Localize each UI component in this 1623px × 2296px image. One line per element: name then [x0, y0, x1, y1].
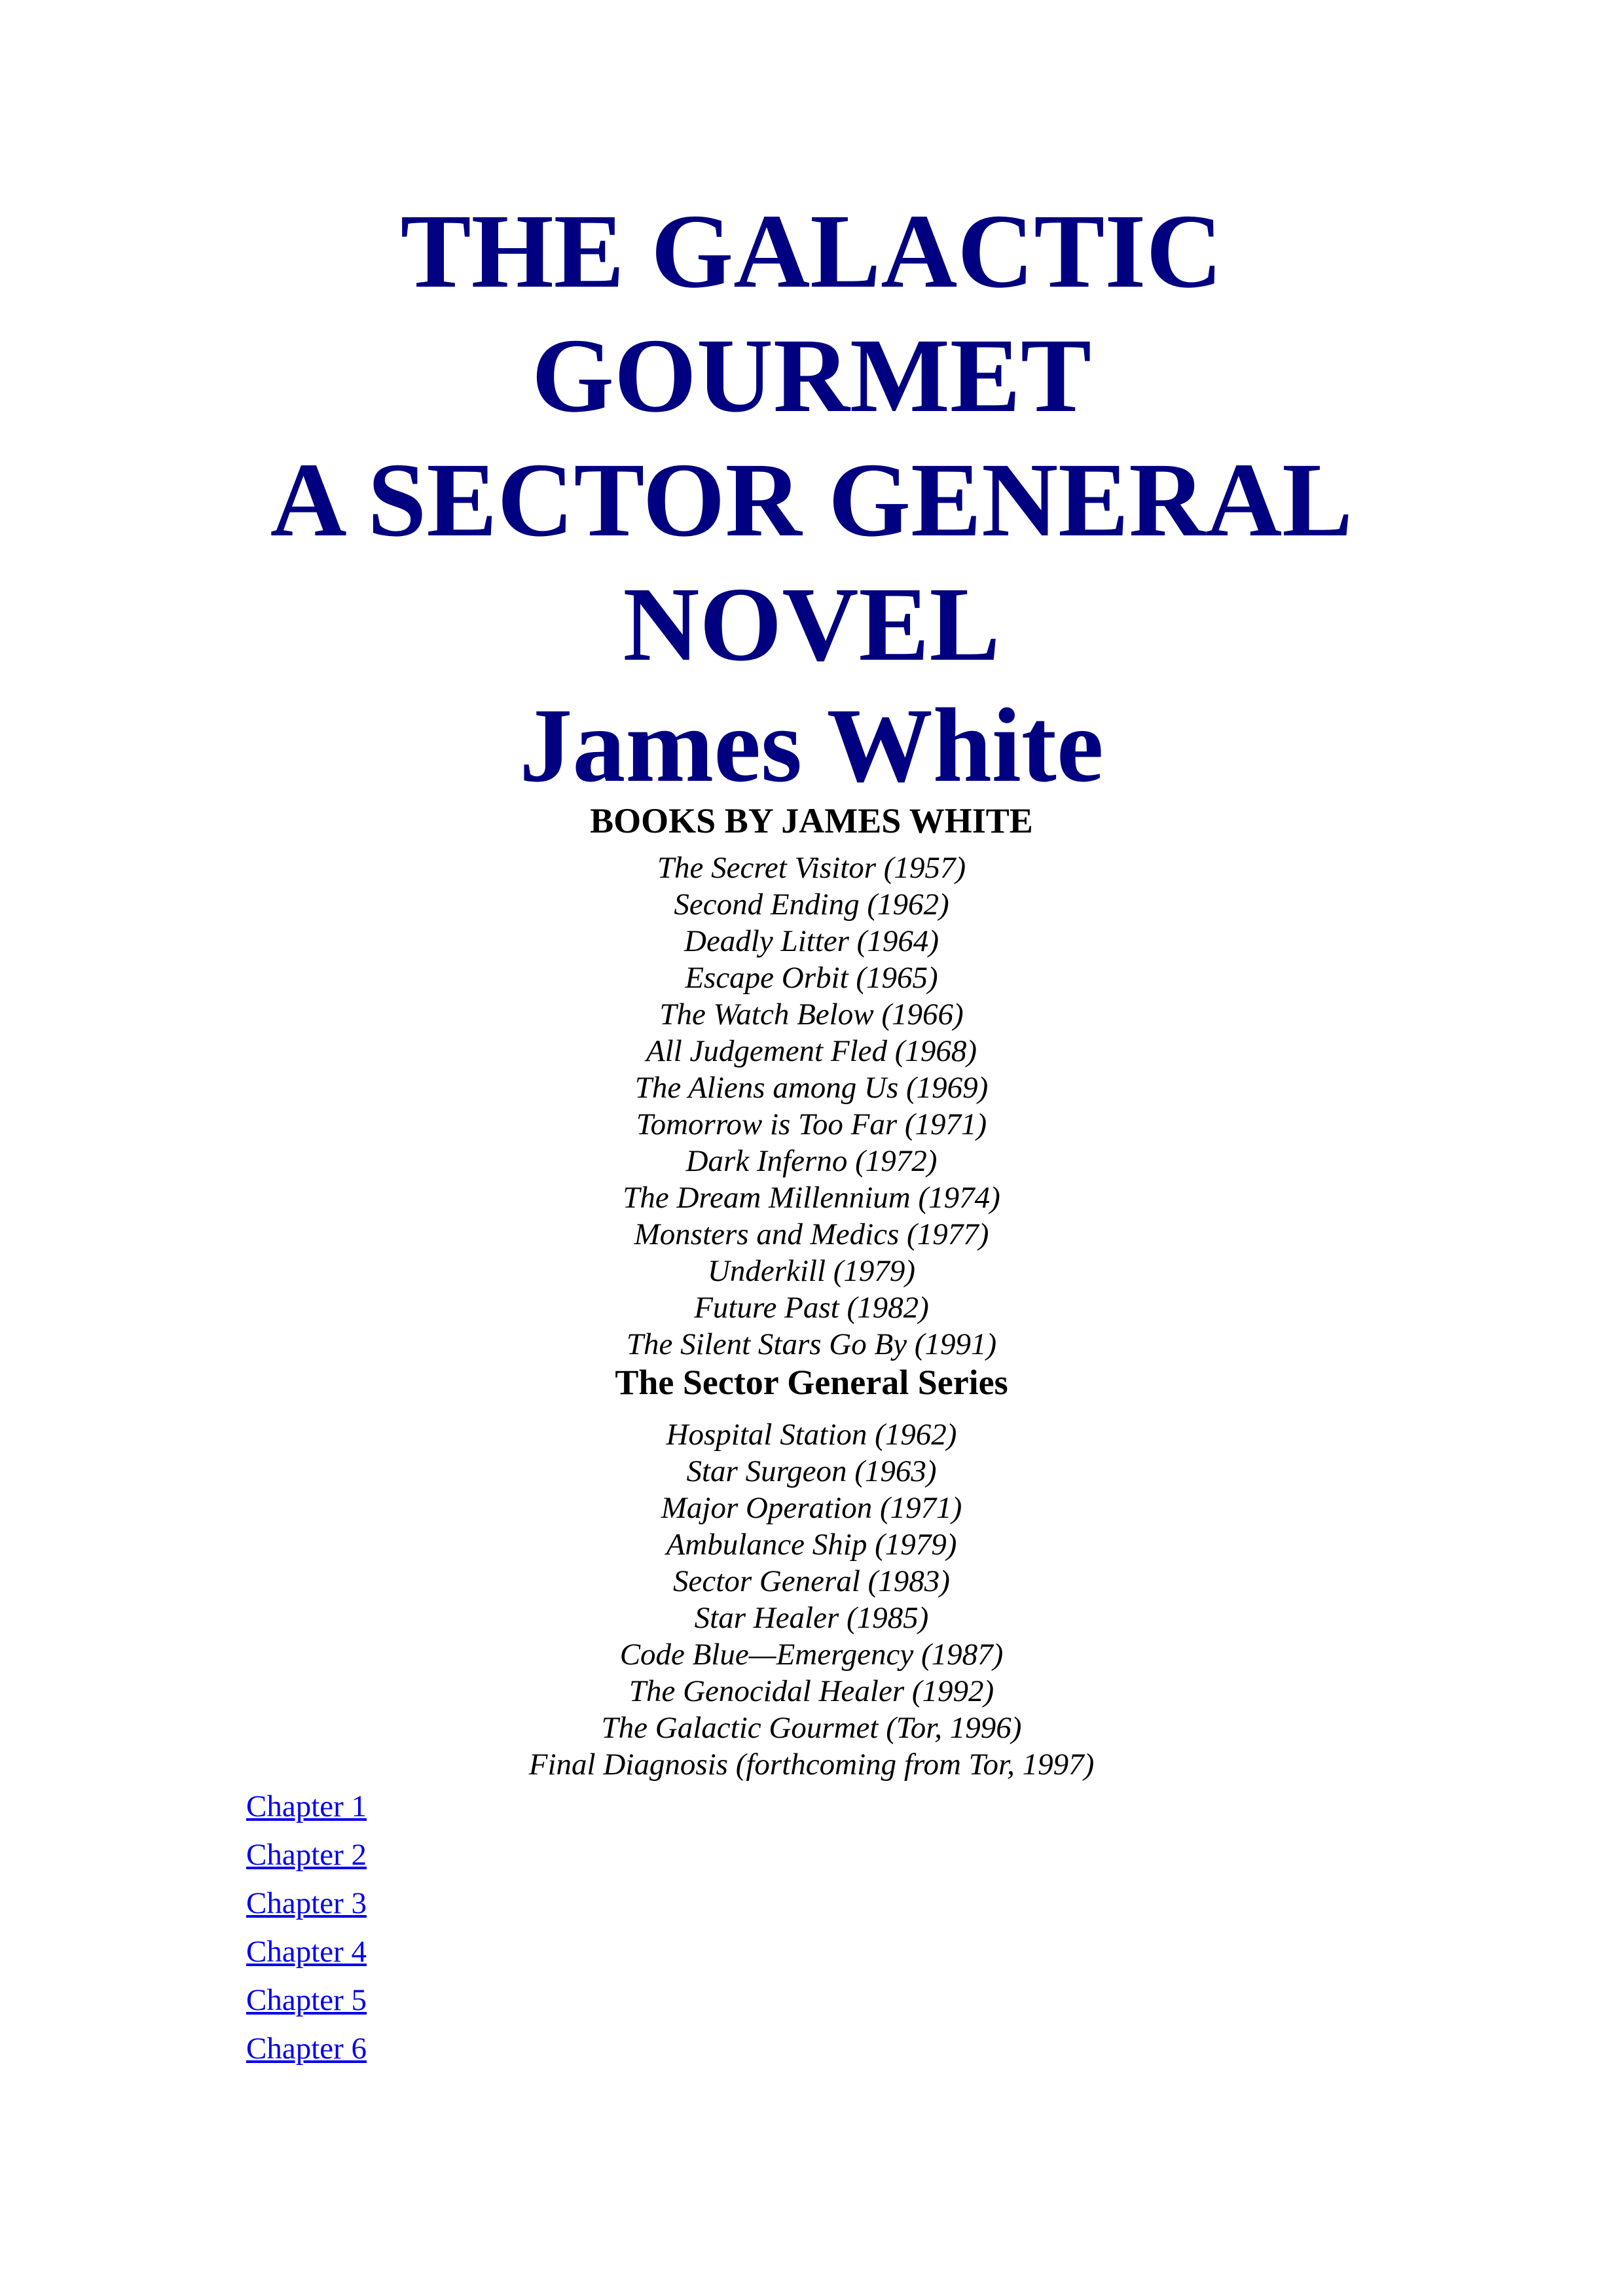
chapter-5-link[interactable]: Chapter 5: [246, 1983, 367, 2017]
chapter-1-link[interactable]: Chapter 1: [246, 1789, 367, 1823]
list-item: Monsters and Medics (1977): [634, 1217, 989, 1251]
title-line: NOVEL: [623, 566, 1000, 683]
chapter-item: [246, 1782, 367, 1831]
series-books-list: [0, 1416, 1623, 1783]
list-item: The Watch Below (1966): [659, 997, 964, 1031]
list-item: Ambulance Ship (1979): [666, 1528, 957, 1562]
chapter-item: [246, 2024, 367, 2073]
list-item: Hospital Station (1962): [666, 1418, 957, 1452]
list-item: The Secret Visitor (1957): [657, 851, 966, 885]
books-list: [0, 850, 1623, 1363]
list-item: The Galactic Gourmet (Tor, 1996): [601, 1711, 1022, 1745]
list-item: Future Past (1982): [694, 1291, 929, 1325]
author-name: James White: [519, 687, 1104, 804]
list-item: Escape Orbit (1965): [685, 961, 938, 995]
list-item: The Dream Millennium (1974): [623, 1181, 1000, 1215]
list-item: All Judgement Fled (1968): [646, 1034, 977, 1068]
chapter-item: [246, 1976, 367, 2024]
list-item: The Aliens among Us (1969): [634, 1071, 989, 1105]
title-line: THE GALACTIC: [400, 193, 1223, 310]
books-by-author-heading: BOOKS BY JAMES WHITE: [590, 801, 1033, 840]
list-item: Second Ending (1962): [674, 888, 949, 922]
list-item: Code Blue—Emergency (1987): [619, 1638, 1004, 1672]
list-item: Star Healer (1985): [694, 1601, 929, 1635]
list-item: Tomorrow is Too Far (1971): [636, 1107, 987, 1141]
chapter-3-link[interactable]: Chapter 3: [246, 1886, 367, 1920]
list-item: Sector General (1983): [673, 1564, 950, 1598]
chapter-item: [246, 1831, 367, 1879]
chapter-6-link[interactable]: Chapter 6: [246, 2032, 367, 2066]
title-line: A SECTOR GENERAL: [270, 442, 1353, 559]
list-item: Major Operation (1971): [661, 1491, 962, 1525]
list-item: Final Diagnosis (forthcoming from Tor, 1997): [528, 1748, 1095, 1782]
chapter-item: [246, 1928, 367, 1976]
chapter-links: [246, 1782, 367, 2073]
book-title: [0, 190, 1623, 687]
chapter-2-link[interactable]: Chapter 2: [246, 1838, 367, 1872]
title-line: GOURMET: [531, 317, 1091, 435]
list-item: Underkill (1979): [707, 1254, 916, 1288]
chapter-4-link[interactable]: Chapter 4: [246, 1935, 367, 1969]
list-item: The Genocidal Healer (1992): [629, 1674, 994, 1708]
list-item: The Silent Stars Go By (1991): [626, 1327, 997, 1361]
list-item: Dark Inferno (1972): [685, 1144, 938, 1178]
chapter-item: [246, 1879, 367, 1928]
series-heading: The Sector General Series: [615, 1363, 1008, 1402]
list-item: Deadly Litter (1964): [684, 924, 939, 958]
list-item: Star Surgeon (1963): [686, 1454, 937, 1488]
